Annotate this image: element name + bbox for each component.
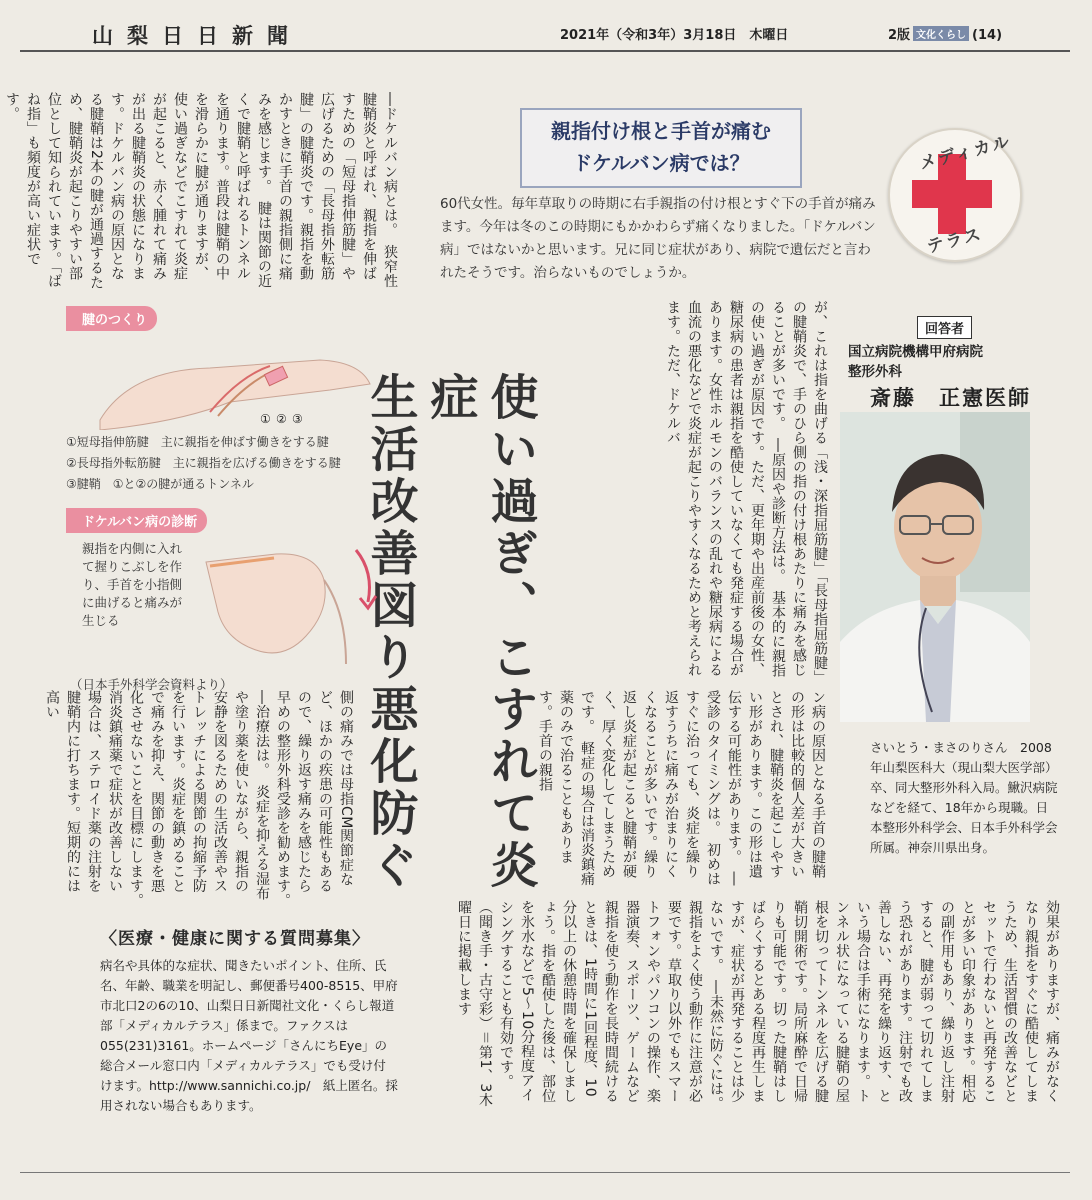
info-box-text: 病名や具体的な症状、聞きたいポイント、住所、氏名、年齢、職業を明記し、郵便番号400-8515、甲府市北口2の6の10、山梨日日新聞社文化・くらし報道部「メディカルテラス」係まで。ファクスは055(231)3161。ホームページ「さんにちEye」の総合メール窓口内「メディカルテラス」でも受け付けます。http://www.sannichi.co.jp/ 紙上匿名。採用されない場合もあります。: [100, 958, 398, 1113]
figure2-caption: 親指を内側に入れて握りこぶしを作り、手首を小指側に曲げると痛みが生じる: [82, 541, 183, 628]
legend-item: ③腱鞘 ①と②の腱が通るトンネル: [66, 477, 254, 491]
legend-item: ①短母指伸筋腱 主に親指を伸ばす働きをする腱: [66, 435, 329, 449]
reader-question: 60代女性。毎年草取りの時期に右手親指の付け根とすぐ下の手首が痛みます。今年は冬のこの時期にもかかわらず痛くなりました。「ドケルバン病」ではないかと思います。兄に同じ症状があり、病院で遺伝だと言われたそうです。治らないものでしょうか。: [440, 196, 876, 281]
logo-text-bottom: テラス: [925, 224, 985, 258]
figure1-title: 腱のつくり: [66, 306, 157, 331]
issue-date: 2021年（令和3年）3月18日 木曜日: [560, 28, 789, 43]
article-column-5: 効果がありますが、痛みがなくなり親指をすぐに酷使してしまうため、生活習慣の改善などとセットで行わないと再発することが多い印象があります。相応の副作用もあり、繰り返し注射すると、腱が弱って切れてしまう恐れがあります。注射でも改善しない、再発を繰り返す、という場合は手術になります。トンネル状になっている腱鞘の屋根を切ってトンネルを広げる腱鞘切開術です。局所麻酔で日帰りも可能です。切った腱鞘はしばらくするとある程度再生しますが、症状が再発することは少ないです。 ―未然に防ぐには。 親指をよく使う動作に注意が必要です。草取り以外でもスマートフォンやパソコンの操作、楽器演奏、スポーツ、ゲームなど親指を使う動作を長時間続けるときは、1時間に1回程度、10分以上の休憩時間を確保しましょう。指を酷使した後は、部位を氷水などで5～10分程度アイシングすることも有効です。（聞き手・古守彩）＝第1、3木曜日に掲載します: [456, 900, 1060, 1118]
answerer-institution: 国立病院機構甲府病院 整形外科: [848, 344, 983, 380]
figure1-marker-2: ②: [276, 412, 287, 426]
headline-line2: ドケルバン病では？: [572, 151, 750, 175]
info-box-title: 〈医療・健康に関する質問募集〉: [100, 929, 370, 949]
page-bottom-rule: [20, 1172, 1070, 1173]
answerer-tag: 回答者: [917, 316, 972, 339]
page-number: (14): [972, 28, 1003, 43]
figure1-illustration: [90, 330, 380, 430]
headline-box: [520, 108, 802, 188]
edition-info: [888, 24, 1002, 43]
edition-number: 2版: [888, 28, 911, 43]
main-headline-line2: 生活改善図り悪化防ぐ: [362, 372, 418, 892]
figure-source: （日本手外科学会資料より）: [70, 677, 233, 692]
figure2-illustration: [196, 532, 386, 672]
figure2-title: ドケルバン病の診断: [66, 508, 207, 533]
figure1-marker-1: ①: [260, 412, 271, 426]
article-column-2: が、これは指を曲げる「浅・深指屈筋腱」「長母指屈筋腱」の腱鞘炎で、手のひら側の指の付け根あたりに痛みを感じることが多いです。 ―原因や診断方法は。 基本的に親指の使い過ぎが原因です。ただ、更年期や出産前後の女性、糖尿病の患者は親指を酷使していなくても発症する場合があります。女性ホルモンのバランスの乱れや糖尿病による血流の悪化などで炎症が起こりやすくなるためと考えられます。ただ、ドケルバ: [665, 300, 828, 685]
figure1-legend: [66, 432, 341, 495]
main-headline-line1: 使い過ぎ、こすれて炎症: [422, 372, 538, 892]
article-column-3: ン病の原因となる手首の腱鞘の形は比較的個人差が大きいとされ、腱鞘炎を起こしやすい形があります。この形は遺伝する可能性があります。 ―受診のタイミングは。 初めはすぐに治っても、炎症を繰り返すうちに痛みが治まりにくくなることが多いです。繰り返し炎症が起こると腱鞘が硬く、厚く変化してしまうためです。 軽症の場合は消炎鎮痛薬のみで治ることもあります。手首の親指: [537, 690, 826, 886]
article-column-1: ―ドケルバン病とは。 狭窄性腱鞘炎と呼ばれ、親指を伸ばすための「短母指伸筋腱」や広げるための「長母指外転筋腱」の腱鞘炎です。親指を動かすときに手首の親指側に痛みを感じます。 腱は関節の近くで腱鞘と呼ばれるトンネルを通ります。普段は腱鞘の中を滑らかに腱が通りますが、使い過ぎなどでこすれて炎症が起こると、赤く腫れて痛みが出る腱鞘炎の状態になります。ドケルバン病の原因となる腱鞘は2本の腱が通過するため、腱鞘炎が起こりやすい部位として知られています。「ばね指」も頻度が高い症状です。: [4, 92, 398, 290]
doctor-name: 斎藤 正憲医師: [870, 386, 1031, 410]
medical-terrace-logo: [888, 128, 1022, 262]
legend-item: ②長母指外転筋腱 主に親指を広げる働きをする腱: [66, 456, 341, 470]
masthead-rule: [20, 50, 1070, 52]
article-column-4: 側の痛みでは母指CM関節症など、ほかの疾患の可能性もあるので、繰り返す痛みを感じたら早めの整形外科受診を勧めます。 ―治療法は。 炎症を抑える湿布や塗り薬を使いながら、親指の安静を図るための生活改善やストレッチによる関節の拘縮予防を行います。炎症を鎮めることで痛みを抑え、関節の動きを悪化させないことを目標にします。 消炎鎮痛薬で症状が改善しない場合は、ステロイド薬の注射を腱鞘内に打ちます。短期的には高い: [44, 690, 354, 915]
doctor-photo: [840, 412, 1030, 722]
logo-text-top: メディカル: [917, 131, 1014, 174]
paper-name: 山梨日日新聞: [92, 23, 302, 48]
doctor-bio: さいとう・まさのりさん 2008年山梨医科大（現山梨大医学部）卒、同大整形外科入局。鰍沢病院などを経て、18年から現職。日本整形外科学会、日本手外科学会所属。神奈川県出身。: [870, 740, 1058, 855]
headline-line1: 親指付け根と手首が痛む: [551, 119, 771, 143]
figure1-marker-3: ③: [292, 412, 303, 426]
section-tag: 文化くらし: [913, 26, 969, 41]
main-headline: [362, 372, 540, 892]
